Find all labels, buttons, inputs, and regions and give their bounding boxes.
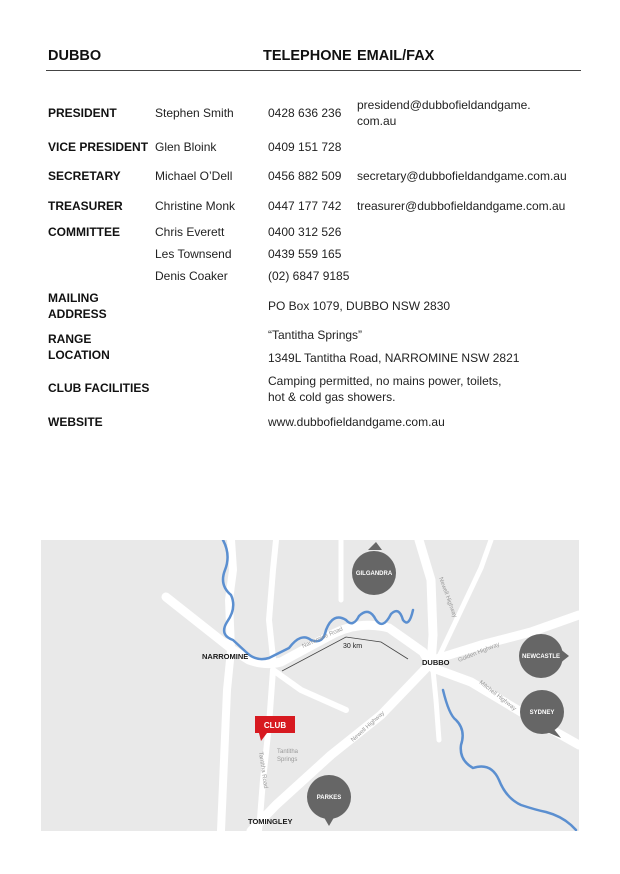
- treasurer-role: TREASURER: [48, 199, 123, 213]
- president-role: PRESIDENT: [48, 106, 117, 120]
- map-svg: [41, 540, 579, 831]
- road: [433, 670, 439, 740]
- committee-role: COMMITTEE: [48, 225, 120, 239]
- parkes-label: PARKES: [316, 795, 342, 801]
- range-label-line2: LOCATION: [48, 348, 110, 362]
- facilities-line2: hot & cold gas showers.: [268, 390, 396, 404]
- vice-president-phone: 0409 151 728: [268, 140, 342, 154]
- website-label: WEBSITE: [48, 415, 103, 429]
- vice-president-name: Glen Bloink: [155, 140, 217, 154]
- treasurer-phone: 0447 177 742: [268, 199, 342, 213]
- president-phone: 0428 636 236: [268, 106, 342, 120]
- header-rule: [46, 70, 581, 71]
- club-place-line1: Tantitha: [277, 749, 299, 755]
- tantitha-road-label: Tantitha Road: [257, 751, 269, 789]
- committee-member-name: Chris Everett: [155, 225, 225, 239]
- treasurer-email[interactable]: treasurer@dubbofieldandgame.com.au: [357, 199, 566, 213]
- website-link[interactable]: www.dubbofieldandgame.com.au: [268, 415, 445, 429]
- road: [273, 670, 346, 710]
- secretary-name: Michael O’Dell: [155, 169, 233, 183]
- dubbo-label: DUBBO: [422, 658, 450, 667]
- tomingley-label: TOMINGLEY: [248, 817, 293, 826]
- range-name: “Tantitha Springs”: [268, 328, 363, 342]
- club-marker[interactable]: [255, 716, 295, 741]
- sydney-label: SYDNEY: [529, 710, 555, 716]
- facilities-line1: Camping permitted, no mains power, toilets,: [268, 374, 502, 388]
- club-marker-label: CLUB: [263, 721, 287, 730]
- road: [269, 540, 276, 658]
- mitchell-highway-label: Mitchell Highway: [477, 679, 517, 713]
- rivers: [223, 540, 576, 830]
- president-email-line1[interactable]: presidend@dubbofieldandgame.: [357, 98, 531, 112]
- mailing-label-line1: MAILING: [48, 291, 99, 305]
- vice-president-role: VICE PRESIDENT: [48, 140, 149, 154]
- narromine-road-label: Narromine Road: [301, 626, 345, 650]
- location-map: [41, 540, 579, 831]
- telephone-header: TELEPHONE: [263, 48, 352, 64]
- secretary-phone: 0456 882 509: [268, 169, 342, 183]
- email-fax-header: EMAIL/FAX: [357, 48, 435, 64]
- mailing-address: PO Box 1079, DUBBO NSW 2830: [268, 299, 451, 313]
- president-name: Stephen Smith: [155, 106, 234, 120]
- golden-highway-label: Golden Highway: [457, 641, 501, 664]
- facilities-label: CLUB FACILITIES: [48, 381, 150, 395]
- committee-member-phone: 0439 559 165: [268, 247, 342, 261]
- secretary-role: SECRETARY: [48, 169, 121, 183]
- distance-label: 30 km: [343, 643, 363, 650]
- narromine-label: NARROMINE: [202, 652, 249, 661]
- committee-member-phone: 0400 312 526: [268, 225, 342, 239]
- president-email-line2[interactable]: com.au: [357, 114, 397, 128]
- committee-member-phone: (02) 6847 9185: [268, 269, 350, 283]
- committee-member-name: Les Townsend: [155, 247, 232, 261]
- mailing-label-line2: ADDRESS: [48, 307, 107, 321]
- newell-highway-south-label: Newell Highway: [350, 710, 387, 744]
- committee-member-name: Denis Coaker: [155, 269, 228, 283]
- gilgandra-label: GILGANDRA: [355, 571, 393, 577]
- club-title: DUBBO: [48, 48, 102, 64]
- range-address: 1349L Tantitha Road, NARROMINE NSW 2821: [268, 351, 520, 365]
- treasurer-name: Christine Monk: [155, 199, 236, 213]
- newell-highway-north-label: Newell Highway: [437, 576, 458, 619]
- secretary-email[interactable]: secretary@dubbofieldandgame.com.au: [357, 169, 567, 183]
- gilgandra-bubble: [352, 542, 396, 595]
- newcastle-label: NEWCASTLE: [522, 654, 560, 660]
- newcastle-bubble: [519, 634, 569, 678]
- range-label-line1: RANGE: [48, 332, 92, 346]
- club-place-line2: Springs: [277, 757, 298, 763]
- parkes-bubble: [307, 775, 351, 826]
